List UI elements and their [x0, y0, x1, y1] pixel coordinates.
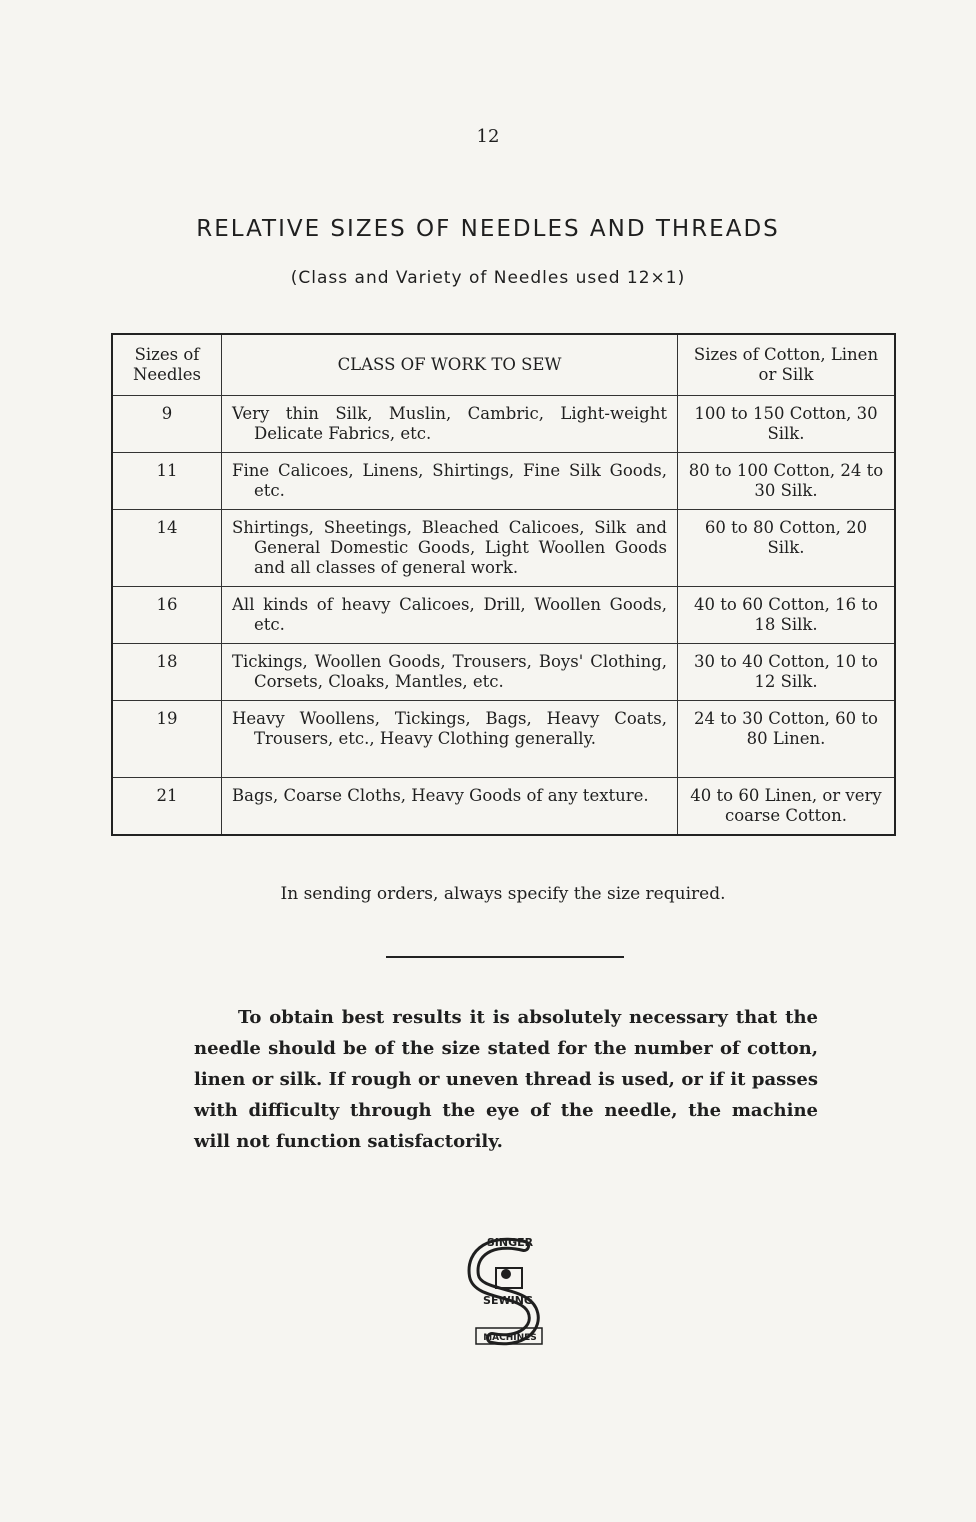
table-row — [112, 701, 895, 778]
needle-size-cell: 14 — [112, 510, 222, 587]
work-class-text: Shirtings, Sheetings, Bleached Calicoes, Silk and General Domestic Goods, Light Woollen Goods and all classes of general work. — [232, 518, 667, 577]
section-divider — [386, 956, 624, 958]
needle-size-cell: 16 — [112, 587, 222, 644]
usage-note: To obtain best results it is absolutely necessary that the needle should be of the size stated for the number of cotton, linen or silk. If rough or uneven thread is used, or if it passes with difficulty through the eye of the needle, the machine will not function satisfactorily. — [194, 1007, 818, 1152]
needle-thread-table — [111, 333, 896, 836]
thread-size-cell: 40 to 60 Cotton, 16 to 18 Silk. — [678, 587, 896, 644]
thread-size-cell: 24 to 30 Cotton, 60 to 80 Linen. — [678, 701, 896, 778]
needle-size-cell: 9 — [112, 396, 222, 453]
svg-text:SEWING: SEWING — [483, 1294, 533, 1307]
order-footnote: In sending orders, always specify the size required. — [280, 884, 726, 904]
table-row — [112, 644, 895, 701]
table-row — [112, 510, 895, 587]
table-row — [112, 778, 895, 836]
work-class-text: All kinds of heavy Calicoes, Drill, Woollen Goods, etc. — [232, 595, 667, 634]
work-class-text: Tickings, Woollen Goods, Trousers, Boys' Clothing, Corsets, Cloaks, Mantles, etc. — [232, 652, 667, 691]
needle-size-cell: 18 — [112, 644, 222, 701]
work-class-cell — [222, 778, 678, 836]
work-class-cell — [222, 644, 678, 701]
thread-size-cell: 80 to 100 Cotton, 24 to 30 Silk. — [678, 453, 896, 510]
header-class-of-work: CLASS OF WORK TO SEW — [222, 334, 678, 396]
work-class-cell — [222, 510, 678, 587]
table-row — [112, 453, 895, 510]
work-class-cell — [222, 587, 678, 644]
header-needle-size: Sizes of Needles — [112, 334, 222, 396]
thread-size-cell: 30 to 40 Cotton, 10 to 12 Silk. — [678, 644, 896, 701]
page-subtitle: (Class and Variety of Needles used 12×1) — [290, 268, 686, 288]
needle-size-cell: 21 — [112, 778, 222, 836]
thread-size-cell: 40 to 60 Linen, or very coarse Cotton. — [678, 778, 896, 836]
page-number: 12 — [476, 126, 500, 147]
thread-size-cell: 60 to 80 Cotton, 20 Silk. — [678, 510, 896, 587]
work-class-text: Bags, Coarse Cloths, Heavy Goods of any texture. — [232, 786, 649, 805]
thread-size-cell: 100 to 150 Cotton, 30 Silk. — [678, 396, 896, 453]
needle-size-cell: 11 — [112, 453, 222, 510]
singer-logo-icon — [462, 1232, 552, 1352]
table-row — [112, 587, 895, 644]
table-header-row — [112, 334, 895, 396]
singer-logo-graphic — [462, 1232, 552, 1352]
page-title: RELATIVE SIZES OF NEEDLES AND THREADS — [196, 216, 780, 242]
header-thread-size: Sizes of Cotton, Linen or Silk — [678, 334, 896, 396]
work-class-cell — [222, 453, 678, 510]
work-class-text: Very thin Silk, Muslin, Cambric, Light-weight Delicate Fabrics, etc. — [232, 404, 667, 443]
table-row — [112, 396, 895, 453]
needle-size-cell: 19 — [112, 701, 222, 778]
work-class-cell — [222, 396, 678, 453]
svg-text:MACHINES: MACHINES — [483, 1333, 537, 1343]
work-class-text: Heavy Woollens, Tickings, Bags, Heavy Coats, Trousers, etc., Heavy Clothing generally. — [232, 709, 667, 748]
svg-text:SINGER: SINGER — [486, 1236, 534, 1249]
work-class-text: Fine Calicoes, Linens, Shirtings, Fine Silk Goods, etc. — [232, 461, 667, 500]
work-class-cell — [222, 701, 678, 778]
